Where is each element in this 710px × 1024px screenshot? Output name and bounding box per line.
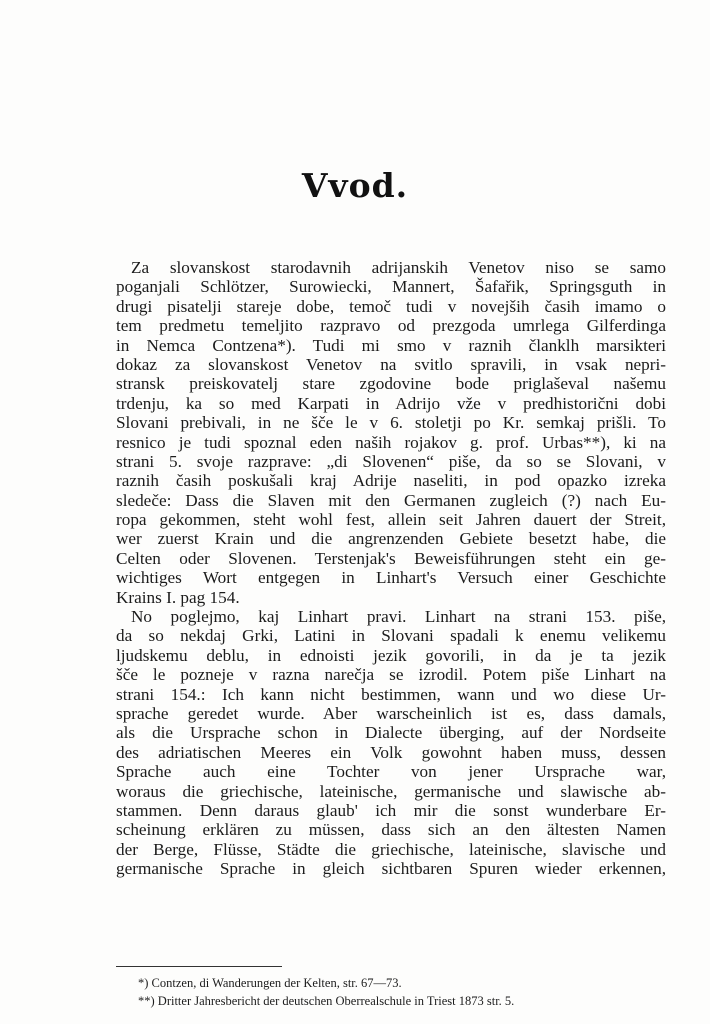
text-line: ljudskemu deblu, in ednoisti jezik govorili, in da je ta jezik — [116, 645, 666, 665]
text-line: in Nemca Contzena*). Tudi mi smo v raznih članklh marsikteri — [116, 335, 666, 355]
text-line: der Berge, Flüsse, Städte die griechische, lateinische, slavische und — [116, 839, 666, 859]
text-line: da so nekdaj Grki, Latini in Slovani spadali k enemu velikemu — [116, 626, 666, 646]
text-line: als die Ursprache schon in Dialecte überging, auf der Nordseite — [116, 723, 666, 743]
text-line: scheinung erklären zu müssen, dass sich an den ältesten Namen — [116, 820, 666, 840]
page-title: Vvod. — [301, 166, 409, 205]
text-line: šče le pozneje v razna narečja se izrodil. Potem piše Linhart na — [116, 665, 666, 685]
footnote-2: **) Dritter Jahresbericht der deutschen Oberrealschule in Triest 1873 str. 5. — [138, 994, 515, 1008]
text-line: Celten oder Slovenen. Terstenjak's Beweisführungen steht ein ge- — [116, 548, 666, 568]
footnote-divider — [116, 966, 282, 967]
text-line: Krains I. pag 154. — [116, 587, 240, 607]
text-line: wer zuerst Krain und die angrenzenden Gebiete besetzt habe, die — [116, 529, 666, 549]
text-line: poganjali Schlötzer, Surowiecki, Mannert, Šafařik, Springsguth in — [116, 277, 666, 297]
text-line: drugi pisatelji stareje dobe, temoč tudi v novejših časih imamo o — [116, 296, 666, 316]
text-line: Za slovanskost starodavnih adrijanskih Venetov niso se samo — [131, 258, 666, 277]
text-line: ropa gekommen, steht wohl fest, allein seit Jahren dauert der Streit, — [116, 510, 666, 530]
text-line: des adriatischen Meeres ein Volk gowohnt haben muss, dessen — [116, 742, 666, 762]
text-line: strani 5. svoje razprave: „di Slovenen“ piše, da so se Slovani, v — [116, 451, 666, 471]
text-line: woraus die griechische, lateinische, germanische und slawische ab- — [116, 781, 666, 801]
text-line: Slovani prebivali, in ne šče le v 6. stoletji po Kr. semkaj prišli. To — [116, 413, 666, 433]
text-line: trdenju, ka so med Karpati in Adrijo vže v predhistorični dobi — [116, 393, 666, 413]
footnotes — [138, 974, 668, 1010]
text-line: strani 154.: Ich kann nicht bestimmen, wann und wo diese Ur- — [116, 684, 666, 704]
text-line: stammen. Denn daraus glaub' ich mir die sonst wunderbare Er- — [116, 800, 666, 820]
text-line: Sprache auch eine Tochter von jener Ursprache war, — [116, 762, 666, 782]
text-line: raznih časih poskušali kraj Adrije naseliti, in pod opazko izreka — [116, 471, 666, 491]
text-line: resnico je tudi spoznal eden naših rojakov g. prof. Urbas**), ki na — [116, 432, 666, 452]
text-line: wichtiges Wort entgegen in Linhart's Versuch einer Geschichte — [116, 568, 666, 588]
text-line: tem predmetu temeljito razpravo od prezgoda umrlega Gilferdinga — [116, 316, 666, 336]
text-line: dokaz za slovanskost Venetov na svitlo spravili, in vsak nepri- — [116, 354, 666, 374]
text-line: germanische Sprache in gleich sichtbaren Spuren wieder erkennen, — [116, 859, 666, 879]
footnote-1: *) Contzen, di Wanderungen der Kelten, str. 67—73. — [138, 976, 402, 990]
text-line: sprache geredet wurde. Aber warscheinlich ist es, dass damals, — [116, 703, 666, 723]
text-line: No poglejmo, kaj Linhart pravi. Linhart na strani 153. piše, — [131, 607, 666, 627]
body-text — [116, 258, 666, 879]
text-line: stransk preiskovatelj stare zgodovine bode priglaševal našemu — [116, 374, 666, 394]
text-line: sledeče: Dass die Slaven mit den Germanen zugleich (?) nach Eu- — [116, 490, 666, 510]
